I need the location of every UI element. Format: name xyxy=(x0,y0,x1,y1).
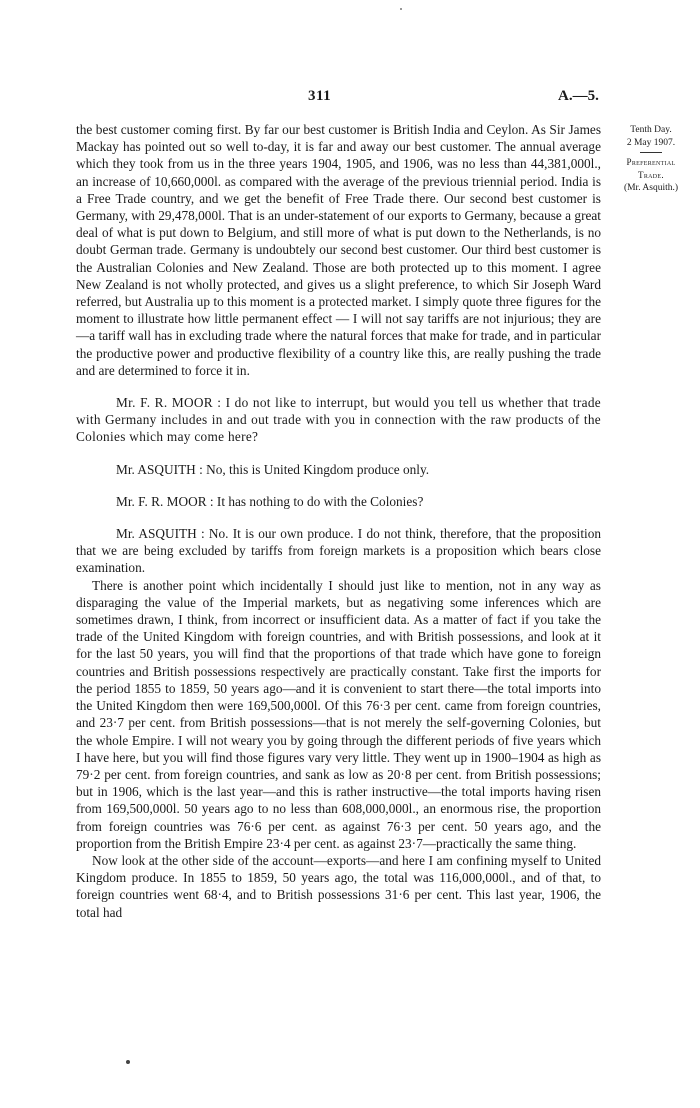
paragraph-trade-proportions: There is another point which incidentally I should just like to mention, not in any way as disparaging the value of the Imperial markets, but as negativing some inferences which are sometimes drawn, I think, from incorrect or insufficient data. As a matter of fact if you take the trade of the United Kingdom with foreign countries, and with British possessions, and look at it for the last 50 years, you will find that the proportions of that trade which have gone to foreign countries and British possessions respectively are practically constant. Take first the imports for the period 1855 to 1859, 50 years ago—and it is convenient to start there—the total imports into the United Kingdom then were 169,500,000l. Of this 76·3 per cent. came from foreign countries, and 23·7 per cent. from British possessions—that is not merely the self-governing Colonies, but the whole Empire. I will not weary you by going through the different periods of five years which I have here, but you will find those figures vary very little. They went up in 1900–1904 as high as 79·2 per cent. from foreign countries, and sank as low as 20·8 per cent. from British possessions; but in 1906, which is the last year—and this is rather instructive—the total imports having risen from 169,500,000l. 50 years ago to no less than 608,000,000l., an enormous rise, the proportion from foreign countries was 76·6 per cent. as against 76·3 per cent. 50 years ago, and the proportion from the British Empire 23·4 per cent. as against 23·7—practically the same thing. xyxy=(76,577,601,851)
paragraph-asquith-answer: Mr. ASQUITH : No. It is our own produce. I do not think, therefore, that the proposition that we are being excluded by tariffs from foreign markets is a proposition which bears close examination. xyxy=(76,526,601,576)
document-reference: A.—5. xyxy=(558,88,599,104)
paragraph-asquith-reply: Mr. ASQUITH : No, this is United Kingdom produce only. xyxy=(116,461,430,477)
page-number: 311 xyxy=(308,88,332,104)
paragraph-continuation: the best customer coming first. By far our best customer is British India and Ceylon. As Sir James Mackay has pointed out so well to-day, it is far and away our best customer. The annual average which they took from us in the three years 1904, 1905, and 1906, was no less than 44,381,000l., an increase of 10,660,000l. as compared with the average of the previous triennial period. India is a Free Trade country, and we get the benefit of Free Trade there. Our second best customer is Germany, with 29,478,000l. That is an under-statement of our exports to Germany, because a great deal of what is put down to Belgium, and still more of what is put down to the Netherlands, is no doubt German trade. Germany is undoubtely our second best customer. Our third best customer is the Australian Colonies and New Zealand. Those are both protected up to this moment. I agree New Zealand is not wholly protected, and gives us a slight preference, to which Sir Joseph Ward referred, but Australia up to this moment is a protected market. I simply quote three figures for the moment to illustrate how little permanent effect — I will not say tariffs are not injurious; they are —a tariff wall has in excluding trade where the natural forces that make for trade, and in particular the productive power and productive flexibility of a country like this, are really pushing the trade and are determined to force it in. xyxy=(76,122,601,378)
body-text xyxy=(76,121,601,921)
margin-divider xyxy=(640,152,662,153)
paragraph-exports: Now look at the other side of the account—exports—and here I am confining myself to United Kingdom produce. In 1855 to 1859, 50 years ago, the total was 116,000,000l., and of that, to foreign countries went 68·4, and to British possessions 31·6 per cent. This last year, 1906, the total had xyxy=(76,852,601,920)
speck-mark xyxy=(400,8,402,10)
margin-day: Tenth Day. xyxy=(630,125,672,135)
margin-speaker: (Mr. Asquith.) xyxy=(623,183,679,193)
ink-mark xyxy=(126,1060,130,1064)
paragraph-moor-followup: Mr. F. R. MOOR : It has nothing to do with the Colonies? xyxy=(116,493,424,509)
paragraph-moor-question: Mr. F. R. MOOR : I do not like to interrupt, but would you tell us whether that trade with Germany includes in and out trade with you in connection with the raw products of the Colonies which may come here? xyxy=(76,395,601,445)
margin-date: 2 May 1907. xyxy=(626,138,676,148)
margin-topic-line1: Preferential xyxy=(626,157,676,167)
margin-note xyxy=(612,124,690,195)
margin-topic-line2: Trade. xyxy=(638,170,664,180)
